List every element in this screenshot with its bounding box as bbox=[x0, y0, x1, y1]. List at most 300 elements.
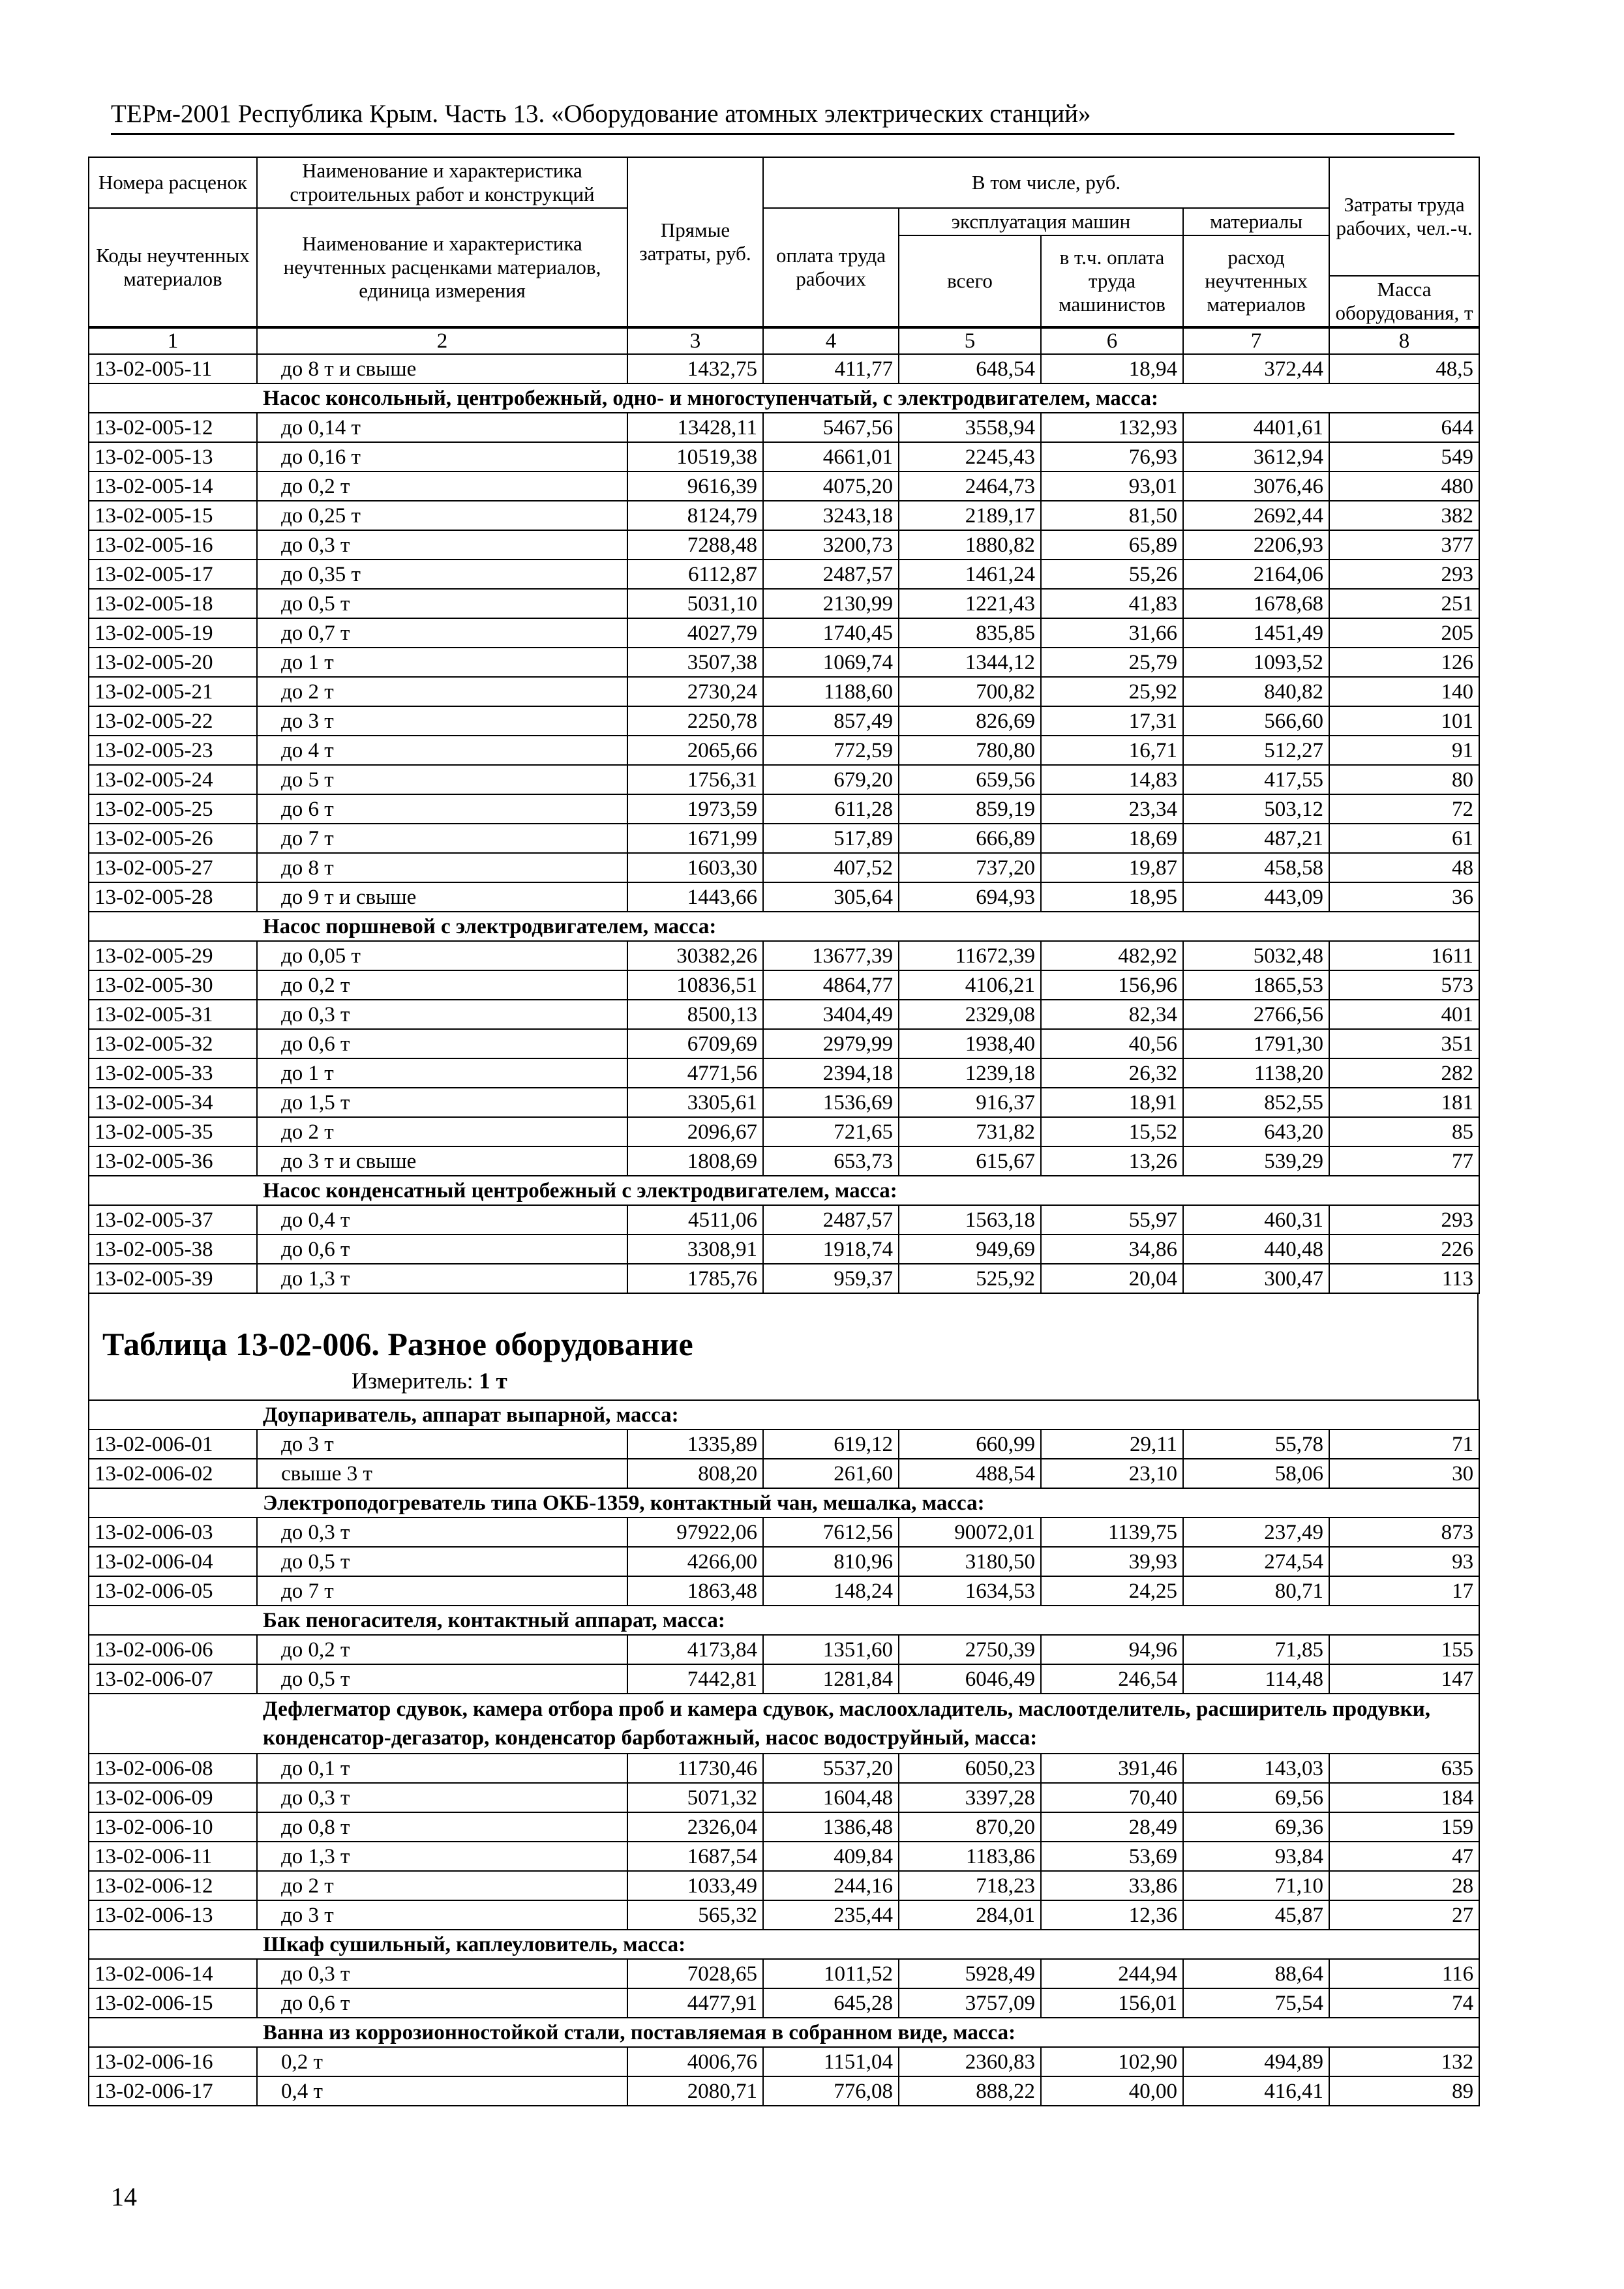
rate-name: до 0,35 т bbox=[257, 560, 627, 589]
direct-cost: 1335,89 bbox=[627, 1429, 763, 1459]
direct-cost: 1671,99 bbox=[627, 824, 763, 853]
wage-cost: 4864,77 bbox=[763, 970, 899, 1000]
direct-cost: 1687,54 bbox=[627, 1842, 763, 1871]
labor-cost: 573 bbox=[1329, 970, 1479, 1000]
machines-cost: 648,54 bbox=[899, 354, 1041, 383]
rate-code: 13-02-005-27 bbox=[89, 853, 257, 882]
materials-cost: 503,12 bbox=[1183, 794, 1329, 824]
rate-code: 13-02-006-13 bbox=[89, 1900, 257, 1930]
table-row bbox=[89, 442, 1479, 471]
direct-cost: 2730,24 bbox=[627, 677, 763, 706]
group-row bbox=[89, 1930, 1479, 1959]
table-row bbox=[89, 1117, 1479, 1146]
direct-cost: 97922,06 bbox=[627, 1518, 763, 1547]
materials-cost: 1678,68 bbox=[1183, 589, 1329, 618]
wage-cost: 148,24 bbox=[763, 1576, 899, 1606]
materials-cost: 566,60 bbox=[1183, 706, 1329, 736]
wage-cost: 244,16 bbox=[763, 1871, 899, 1900]
rate-code: 13-02-006-05 bbox=[89, 1576, 257, 1606]
labor-cost: 282 bbox=[1329, 1058, 1479, 1088]
rate-name: до 1,5 т bbox=[257, 1088, 627, 1117]
table-row bbox=[89, 853, 1479, 882]
labor-cost: 85 bbox=[1329, 1117, 1479, 1146]
labor-cost: 77 bbox=[1329, 1146, 1479, 1176]
machinist-wage: 93,01 bbox=[1041, 471, 1183, 501]
wage-cost: 1604,48 bbox=[763, 1783, 899, 1812]
wage-cost: 619,12 bbox=[763, 1429, 899, 1459]
table-row bbox=[89, 1842, 1479, 1871]
materials-cost: 237,49 bbox=[1183, 1518, 1329, 1547]
rate-name: до 7 т bbox=[257, 824, 627, 853]
table-row bbox=[89, 501, 1479, 530]
wage-cost: 1918,74 bbox=[763, 1234, 899, 1264]
machinist-wage: 55,26 bbox=[1041, 560, 1183, 589]
machinist-wage: 26,32 bbox=[1041, 1058, 1183, 1088]
machinist-wage: 53,69 bbox=[1041, 1842, 1183, 1871]
machines-cost: 4106,21 bbox=[899, 970, 1041, 1000]
materials-cost: 1865,53 bbox=[1183, 970, 1329, 1000]
rate-name: до 9 т и свыше bbox=[257, 882, 627, 912]
labor-cost: 91 bbox=[1329, 736, 1479, 765]
table-row bbox=[89, 618, 1479, 648]
rate-name: до 0,3 т bbox=[257, 530, 627, 560]
materials-cost: 643,20 bbox=[1183, 1117, 1329, 1146]
table-row bbox=[89, 1871, 1479, 1900]
table-row bbox=[89, 354, 1479, 383]
machinist-wage: 65,89 bbox=[1041, 530, 1183, 560]
machines-cost: 488,54 bbox=[899, 1459, 1041, 1488]
rate-code: 13-02-005-31 bbox=[89, 1000, 257, 1029]
materials-cost: 417,55 bbox=[1183, 765, 1329, 794]
wage-cost: 261,60 bbox=[763, 1459, 899, 1488]
rate-name: до 0,4 т bbox=[257, 1205, 627, 1234]
header-materials-sub: расход неучтенных материалов bbox=[1183, 235, 1329, 327]
machinist-wage: 34,86 bbox=[1041, 1234, 1183, 1264]
direct-cost: 13428,11 bbox=[627, 413, 763, 442]
labor-cost: 1611 bbox=[1329, 941, 1479, 970]
header-code-bottom: Коды неучтенных материалов bbox=[89, 208, 257, 327]
rate-name: свыше 3 т bbox=[257, 1459, 627, 1488]
machines-cost: 3180,50 bbox=[899, 1547, 1041, 1576]
labor-cost: 382 bbox=[1329, 501, 1479, 530]
direct-cost: 2080,71 bbox=[627, 2076, 763, 2106]
direct-cost: 4006,76 bbox=[627, 2047, 763, 2076]
labor-cost: 61 bbox=[1329, 824, 1479, 853]
materials-cost: 69,36 bbox=[1183, 1812, 1329, 1842]
machines-cost: 615,67 bbox=[899, 1146, 1041, 1176]
group-title: Электроподогреватель типа ОКБ-1359, контактный чан, мешалка, масса: bbox=[89, 1488, 1479, 1518]
wage-cost: 1011,52 bbox=[763, 1959, 899, 1988]
direct-cost: 2326,04 bbox=[627, 1812, 763, 1842]
machinist-wage: 41,83 bbox=[1041, 589, 1183, 618]
wage-cost: 13677,39 bbox=[763, 941, 899, 970]
rate-name: до 3 т bbox=[257, 1900, 627, 1930]
wage-cost: 5537,20 bbox=[763, 1754, 899, 1783]
machines-cost: 826,69 bbox=[899, 706, 1041, 736]
rate-code: 13-02-005-14 bbox=[89, 471, 257, 501]
machinist-wage: 246,54 bbox=[1041, 1664, 1183, 1694]
direct-cost: 1808,69 bbox=[627, 1146, 763, 1176]
machines-cost: 859,19 bbox=[899, 794, 1041, 824]
rate-code: 13-02-006-15 bbox=[89, 1988, 257, 2018]
header-machines-total: всего bbox=[899, 235, 1041, 327]
table-row bbox=[89, 1429, 1479, 1459]
rate-name: до 0,3 т bbox=[257, 1783, 627, 1812]
materials-cost: 5032,48 bbox=[1183, 941, 1329, 970]
direct-cost: 30382,26 bbox=[627, 941, 763, 970]
machinist-wage: 102,90 bbox=[1041, 2047, 1183, 2076]
materials-cost: 45,87 bbox=[1183, 1900, 1329, 1930]
wage-cost: 411,77 bbox=[763, 354, 899, 383]
machinist-wage: 81,50 bbox=[1041, 501, 1183, 530]
column-index: 4 bbox=[763, 328, 899, 354]
table-row bbox=[89, 589, 1479, 618]
materials-cost: 71,10 bbox=[1183, 1871, 1329, 1900]
wage-cost: 2394,18 bbox=[763, 1058, 899, 1088]
group-title: Бак пеногасителя, контактный аппарат, масса: bbox=[89, 1606, 1479, 1635]
materials-cost: 93,84 bbox=[1183, 1842, 1329, 1871]
header-labor: Затраты труда рабочих, чел.-ч. bbox=[1329, 157, 1479, 276]
machinist-wage: 18,94 bbox=[1041, 354, 1183, 383]
table2-meter bbox=[88, 1368, 1479, 1399]
table-row bbox=[89, 1518, 1479, 1547]
machines-cost: 1183,86 bbox=[899, 1842, 1041, 1871]
direct-cost: 1033,49 bbox=[627, 1871, 763, 1900]
wage-cost: 2487,57 bbox=[763, 1205, 899, 1234]
direct-cost: 5031,10 bbox=[627, 589, 763, 618]
rate-code: 13-02-006-01 bbox=[89, 1429, 257, 1459]
rate-code: 13-02-005-19 bbox=[89, 618, 257, 648]
table-row bbox=[89, 1812, 1479, 1842]
table-row bbox=[89, 1000, 1479, 1029]
materials-cost: 71,85 bbox=[1183, 1635, 1329, 1664]
table-row bbox=[89, 530, 1479, 560]
materials-cost: 55,78 bbox=[1183, 1429, 1329, 1459]
meter-label: Измеритель: bbox=[352, 1368, 474, 1394]
table-row bbox=[89, 560, 1479, 589]
direct-cost: 11730,46 bbox=[627, 1754, 763, 1783]
machinist-wage: 55,97 bbox=[1041, 1205, 1183, 1234]
rate-name: 0,4 т bbox=[257, 2076, 627, 2106]
materials-cost: 2206,93 bbox=[1183, 530, 1329, 560]
materials-cost: 539,29 bbox=[1183, 1146, 1329, 1176]
direct-cost: 6112,87 bbox=[627, 560, 763, 589]
group-title: Ванна из коррозионностойкой стали, поставляемая в собранном виде, масса: bbox=[89, 2018, 1479, 2047]
table-row bbox=[89, 1988, 1479, 2018]
wage-cost: 776,08 bbox=[763, 2076, 899, 2106]
group-title: Доупариватель, аппарат выпарной, масса: bbox=[89, 1400, 1479, 1429]
machines-cost: 835,85 bbox=[899, 618, 1041, 648]
machinist-wage: 156,96 bbox=[1041, 970, 1183, 1000]
materials-cost: 80,71 bbox=[1183, 1576, 1329, 1606]
table-row bbox=[89, 1783, 1479, 1812]
direct-cost: 808,20 bbox=[627, 1459, 763, 1488]
wage-cost: 645,28 bbox=[763, 1988, 899, 2018]
machinist-wage: 244,94 bbox=[1041, 1959, 1183, 1988]
direct-cost: 8124,79 bbox=[627, 501, 763, 530]
machines-cost: 1461,24 bbox=[899, 560, 1041, 589]
rate-name: до 0,5 т bbox=[257, 1547, 627, 1576]
direct-cost: 4027,79 bbox=[627, 618, 763, 648]
machines-cost: 737,20 bbox=[899, 853, 1041, 882]
labor-cost: 159 bbox=[1329, 1812, 1479, 1842]
labor-cost: 89 bbox=[1329, 2076, 1479, 2106]
materials-cost: 852,55 bbox=[1183, 1088, 1329, 1117]
direct-cost: 3305,61 bbox=[627, 1088, 763, 1117]
machines-cost: 1880,82 bbox=[899, 530, 1041, 560]
rate-code: 13-02-005-22 bbox=[89, 706, 257, 736]
wage-cost: 3404,49 bbox=[763, 1000, 899, 1029]
rate-name: до 0,14 т bbox=[257, 413, 627, 442]
machines-cost: 888,22 bbox=[899, 2076, 1041, 2106]
rates-table-frame bbox=[88, 157, 1479, 2106]
labor-cost: 132 bbox=[1329, 2047, 1479, 2076]
rate-code: 13-02-006-10 bbox=[89, 1812, 257, 1842]
rate-code: 13-02-005-15 bbox=[89, 501, 257, 530]
rate-code: 13-02-005-36 bbox=[89, 1146, 257, 1176]
direct-cost: 6709,69 bbox=[627, 1029, 763, 1058]
direct-cost: 1785,76 bbox=[627, 1264, 763, 1293]
direct-cost: 1443,66 bbox=[627, 882, 763, 912]
wage-cost: 721,65 bbox=[763, 1117, 899, 1146]
column-index: 1 bbox=[89, 328, 257, 354]
wage-cost: 653,73 bbox=[763, 1146, 899, 1176]
wage-cost: 7612,56 bbox=[763, 1518, 899, 1547]
materials-cost: 75,54 bbox=[1183, 1988, 1329, 2018]
machines-cost: 3397,28 bbox=[899, 1783, 1041, 1812]
wage-cost: 3200,73 bbox=[763, 530, 899, 560]
materials-cost: 69,56 bbox=[1183, 1783, 1329, 1812]
machines-cost: 780,80 bbox=[899, 736, 1041, 765]
direct-cost: 7028,65 bbox=[627, 1959, 763, 1988]
direct-cost: 10836,51 bbox=[627, 970, 763, 1000]
machines-cost: 1938,40 bbox=[899, 1029, 1041, 1058]
rate-name: до 0,6 т bbox=[257, 1234, 627, 1264]
machines-cost: 6050,23 bbox=[899, 1754, 1041, 1783]
machinist-wage: 94,96 bbox=[1041, 1635, 1183, 1664]
rate-code: 13-02-005-29 bbox=[89, 941, 257, 970]
rate-name: до 1 т bbox=[257, 648, 627, 677]
materials-cost: 143,03 bbox=[1183, 1754, 1329, 1783]
labor-cost: 226 bbox=[1329, 1234, 1479, 1264]
wage-cost: 407,52 bbox=[763, 853, 899, 882]
machinist-wage: 31,66 bbox=[1041, 618, 1183, 648]
table-row bbox=[89, 1664, 1479, 1694]
materials-cost: 2692,44 bbox=[1183, 501, 1329, 530]
wage-cost: 3243,18 bbox=[763, 501, 899, 530]
rate-code: 13-02-006-12 bbox=[89, 1871, 257, 1900]
rate-name: до 0,05 т bbox=[257, 941, 627, 970]
rate-name: до 0,6 т bbox=[257, 1029, 627, 1058]
labor-cost: 80 bbox=[1329, 765, 1479, 794]
machines-cost: 660,99 bbox=[899, 1429, 1041, 1459]
rate-name: до 8 т и свыше bbox=[257, 354, 627, 383]
machines-cost: 2464,73 bbox=[899, 471, 1041, 501]
materials-cost: 840,82 bbox=[1183, 677, 1329, 706]
rate-name: до 2 т bbox=[257, 677, 627, 706]
machinist-wage: 24,25 bbox=[1041, 1576, 1183, 1606]
rate-name: до 0,3 т bbox=[257, 1518, 627, 1547]
table-header bbox=[88, 157, 1480, 327]
materials-cost: 2164,06 bbox=[1183, 560, 1329, 589]
table-row bbox=[89, 1234, 1479, 1264]
rate-name: до 7 т bbox=[257, 1576, 627, 1606]
rate-name: до 0,2 т bbox=[257, 1635, 627, 1664]
rate-code: 13-02-006-06 bbox=[89, 1635, 257, 1664]
wage-cost: 1188,60 bbox=[763, 677, 899, 706]
direct-cost: 7288,48 bbox=[627, 530, 763, 560]
rate-name: до 6 т bbox=[257, 794, 627, 824]
direct-cost: 5071,32 bbox=[627, 1783, 763, 1812]
direct-cost: 10519,38 bbox=[627, 442, 763, 471]
wage-cost: 679,20 bbox=[763, 765, 899, 794]
page-number: 14 bbox=[111, 2182, 137, 2211]
machines-cost: 6046,49 bbox=[899, 1664, 1041, 1694]
table-body-1 bbox=[88, 327, 1480, 1294]
labor-cost: 113 bbox=[1329, 1264, 1479, 1293]
group-row bbox=[89, 1606, 1479, 1635]
table-row bbox=[89, 736, 1479, 765]
materials-cost: 2766,56 bbox=[1183, 1000, 1329, 1029]
rate-name: до 0,5 т bbox=[257, 589, 627, 618]
table-row bbox=[89, 2047, 1479, 2076]
machinist-wage: 14,83 bbox=[1041, 765, 1183, 794]
header-mass: Масса оборудования, т bbox=[1329, 276, 1479, 327]
table-row bbox=[89, 765, 1479, 794]
materials-cost: 1138,20 bbox=[1183, 1058, 1329, 1088]
rate-code: 13-02-005-24 bbox=[89, 765, 257, 794]
table-body-2 bbox=[88, 1399, 1480, 2106]
rate-name: до 0,3 т bbox=[257, 1959, 627, 1988]
materials-cost: 4401,61 bbox=[1183, 413, 1329, 442]
materials-cost: 512,27 bbox=[1183, 736, 1329, 765]
machines-cost: 666,89 bbox=[899, 824, 1041, 853]
materials-cost: 458,58 bbox=[1183, 853, 1329, 882]
direct-cost: 3308,91 bbox=[627, 1234, 763, 1264]
rate-code: 13-02-006-14 bbox=[89, 1959, 257, 1988]
labor-cost: 635 bbox=[1329, 1754, 1479, 1783]
machines-cost: 694,93 bbox=[899, 882, 1041, 912]
wage-cost: 810,96 bbox=[763, 1547, 899, 1576]
machines-cost: 659,56 bbox=[899, 765, 1041, 794]
machinist-wage: 40,00 bbox=[1041, 2076, 1183, 2106]
labor-cost: 140 bbox=[1329, 677, 1479, 706]
wage-cost: 4661,01 bbox=[763, 442, 899, 471]
machinist-wage: 29,11 bbox=[1041, 1429, 1183, 1459]
group-row bbox=[89, 1176, 1479, 1205]
labor-cost: 184 bbox=[1329, 1783, 1479, 1812]
labor-cost: 74 bbox=[1329, 1988, 1479, 2018]
rate-name: до 0,25 т bbox=[257, 501, 627, 530]
rate-code: 13-02-006-08 bbox=[89, 1754, 257, 1783]
direct-cost: 4511,06 bbox=[627, 1205, 763, 1234]
labor-cost: 71 bbox=[1329, 1429, 1479, 1459]
direct-cost: 4771,56 bbox=[627, 1058, 763, 1088]
wage-cost: 409,84 bbox=[763, 1842, 899, 1871]
materials-cost: 3612,94 bbox=[1183, 442, 1329, 471]
column-index: 5 bbox=[899, 328, 1041, 354]
table2-title: Таблица 13-02-006. Разное оборудование bbox=[88, 1294, 1479, 1368]
materials-cost: 114,48 bbox=[1183, 1664, 1329, 1694]
wage-cost: 517,89 bbox=[763, 824, 899, 853]
rate-code: 13-02-006-09 bbox=[89, 1783, 257, 1812]
labor-cost: 30 bbox=[1329, 1459, 1479, 1488]
rate-name: до 0,16 т bbox=[257, 442, 627, 471]
rate-name: до 1,3 т bbox=[257, 1842, 627, 1871]
rate-code: 13-02-005-35 bbox=[89, 1117, 257, 1146]
rate-name: до 4 т bbox=[257, 736, 627, 765]
column-index: 3 bbox=[627, 328, 763, 354]
materials-cost: 487,21 bbox=[1183, 824, 1329, 853]
rate-name: до 0,6 т bbox=[257, 1988, 627, 2018]
machines-cost: 1344,12 bbox=[899, 648, 1041, 677]
group-title: Насос конденсатный центробежный с электродвигателем, масса: bbox=[89, 1176, 1479, 1205]
labor-cost: 126 bbox=[1329, 648, 1479, 677]
direct-cost: 1603,30 bbox=[627, 853, 763, 882]
machines-cost: 525,92 bbox=[899, 1264, 1041, 1293]
machinist-wage: 28,49 bbox=[1041, 1812, 1183, 1842]
labor-cost: 72 bbox=[1329, 794, 1479, 824]
machinist-wage: 76,93 bbox=[1041, 442, 1183, 471]
wage-cost: 2979,99 bbox=[763, 1029, 899, 1058]
wage-cost: 235,44 bbox=[763, 1900, 899, 1930]
machinist-wage: 70,40 bbox=[1041, 1783, 1183, 1812]
rate-code: 13-02-005-38 bbox=[89, 1234, 257, 1264]
rate-code: 13-02-006-17 bbox=[89, 2076, 257, 2106]
table-row bbox=[89, 1959, 1479, 1988]
labor-cost: 644 bbox=[1329, 413, 1479, 442]
materials-cost: 88,64 bbox=[1183, 1959, 1329, 1988]
rate-name: до 0,3 т bbox=[257, 1000, 627, 1029]
labor-cost: 17 bbox=[1329, 1576, 1479, 1606]
materials-cost: 494,89 bbox=[1183, 2047, 1329, 2076]
labor-cost: 27 bbox=[1329, 1900, 1479, 1930]
rate-code: 13-02-005-33 bbox=[89, 1058, 257, 1088]
table-row bbox=[89, 2076, 1479, 2106]
group-row bbox=[89, 2018, 1479, 2047]
wage-cost: 1281,84 bbox=[763, 1664, 899, 1694]
machinist-wage: 391,46 bbox=[1041, 1754, 1183, 1783]
rate-code: 13-02-005-20 bbox=[89, 648, 257, 677]
group-row bbox=[89, 1488, 1479, 1518]
rate-name: до 0,7 т bbox=[257, 618, 627, 648]
machines-cost: 3558,94 bbox=[899, 413, 1041, 442]
table-row bbox=[89, 1058, 1479, 1088]
direct-cost: 3507,38 bbox=[627, 648, 763, 677]
rate-code: 13-02-006-04 bbox=[89, 1547, 257, 1576]
table-row bbox=[89, 706, 1479, 736]
materials-cost: 274,54 bbox=[1183, 1547, 1329, 1576]
materials-cost: 440,48 bbox=[1183, 1234, 1329, 1264]
machines-cost: 2189,17 bbox=[899, 501, 1041, 530]
machinist-wage: 25,92 bbox=[1041, 677, 1183, 706]
rate-code: 13-02-005-32 bbox=[89, 1029, 257, 1058]
wage-cost: 1351,60 bbox=[763, 1635, 899, 1664]
column-index: 6 bbox=[1041, 328, 1183, 354]
rate-name: до 0,2 т bbox=[257, 471, 627, 501]
table-row bbox=[89, 882, 1479, 912]
rate-code: 13-02-005-17 bbox=[89, 560, 257, 589]
direct-cost: 1432,75 bbox=[627, 354, 763, 383]
machinist-wage: 19,87 bbox=[1041, 853, 1183, 882]
machines-cost: 5928,49 bbox=[899, 1959, 1041, 1988]
wage-cost: 959,37 bbox=[763, 1264, 899, 1293]
rate-name: до 5 т bbox=[257, 765, 627, 794]
table-row bbox=[89, 648, 1479, 677]
direct-cost: 9616,39 bbox=[627, 471, 763, 501]
rate-name: 0,2 т bbox=[257, 2047, 627, 2076]
machinist-wage: 18,69 bbox=[1041, 824, 1183, 853]
